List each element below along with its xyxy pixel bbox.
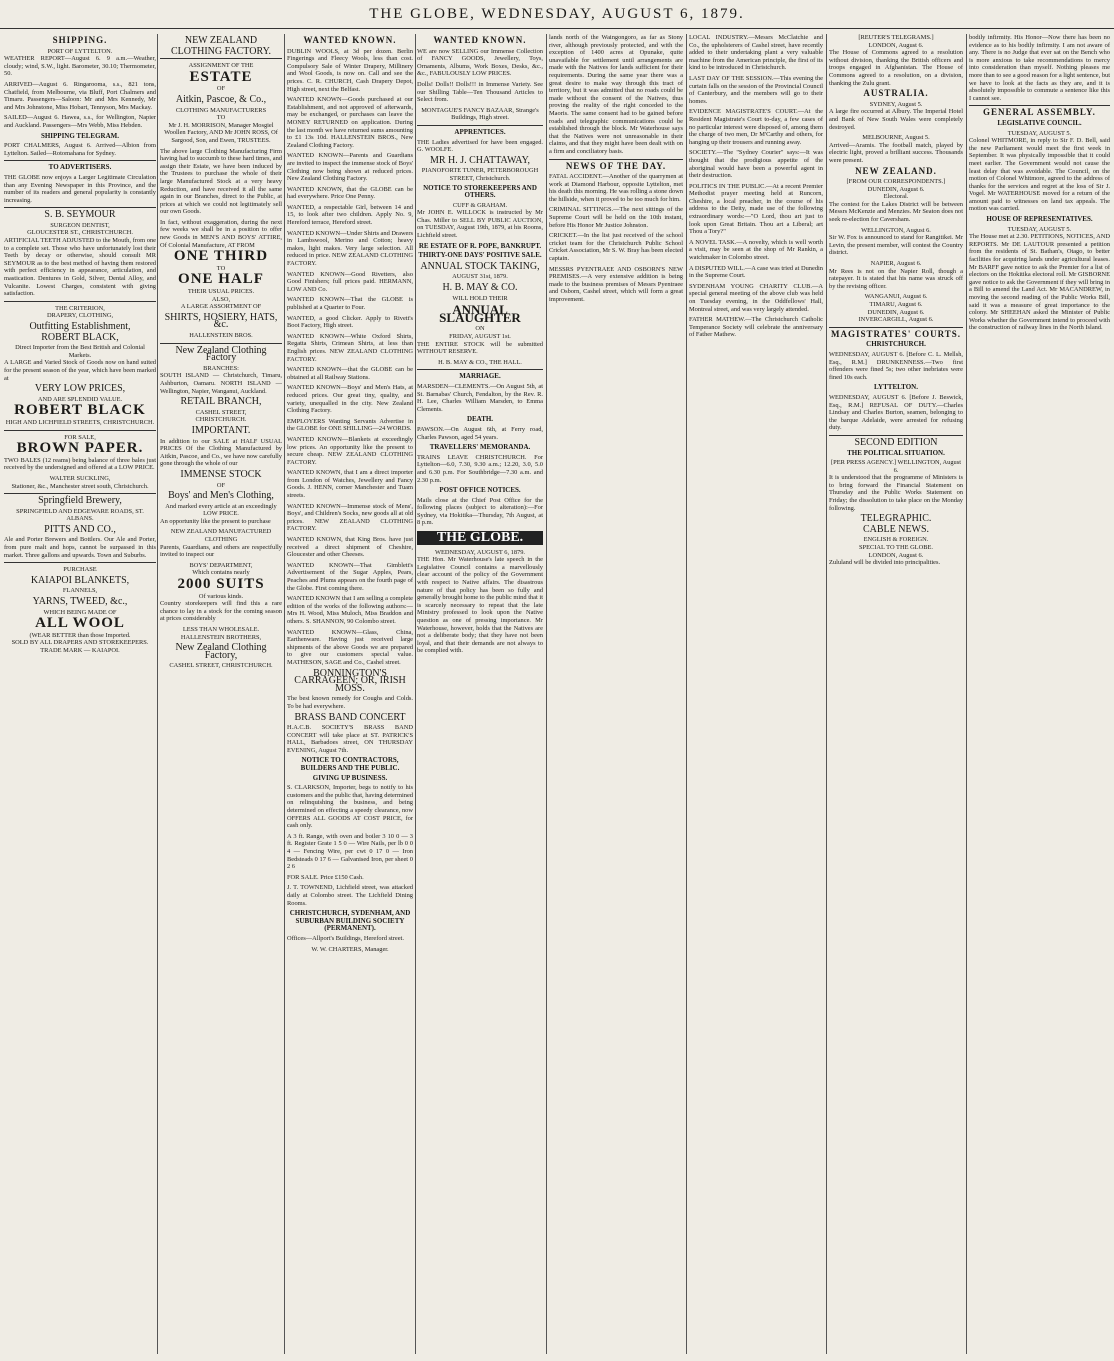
general-assembly-heading: GENERAL ASSEMBLY. (983, 107, 1096, 118)
hall-sig: H. B. MAY & CO., THE HALL. (438, 358, 522, 366)
wanted-ad: WANTED KNOWN—That Gimblett's Advertisement of the Sugar Apples, Pears, Peaches and Plums appears on the fourth page of the Globe. First coming there. (287, 561, 413, 592)
large-assortment: A LARGE ASSORTMENT OF (180, 303, 262, 311)
robert-black: ROBERT BLACK (14, 402, 146, 419)
wanted-ad: WANTED KNOWN—Blankets at exceedingly low prices. An opportunity like the present to secure cheap. NEW ZEALAND CLOTHING FACTORY. (287, 435, 413, 466)
advertisers-heading: TO ADVERTISERS. (48, 163, 112, 172)
branches-heading: BRANCHES: (203, 364, 239, 372)
wanted-ad: WANTED KNOWN—White Oxford Shirts, Regatta Shirts, Crimean Shirts, at less than English prices. NEW ZEALAND CLOTHING FACTORY. (287, 332, 413, 363)
criterion-sub: DRAPERY, CLOTHING, (46, 312, 114, 320)
news-item: A DISPUTED WILL.—A case was tried at Dunedin in the Supreme Court. (689, 264, 823, 280)
seymour-name: S. B. SEYMOUR (44, 209, 116, 221)
post-office-body: Mails close at the Chief Post Office for the following places (subject to alteration):—For Sydney, via Hokitika—Thursday, 7th August, at 8 p.m. (417, 496, 543, 527)
being-made: WHICH BEING MADE OF (43, 608, 117, 616)
cashel-street-2: CASHEL STREET, CHRISTCHURCH. (169, 662, 273, 670)
invercargill-dateline: INVERCARGILL, August 6. (858, 316, 934, 324)
the-globe-banner: THE GLOBE. (417, 531, 543, 545)
seymour-body: ARTIFICIAL TEETH ADJUSTED to the Mouth, from one to a complete set. Those who have unfortunately lost their Teeth by decay or otherwise, should consult MR SEYMOUR as to the best method of having them restored with perfect efficiency in appearance, articulation, and mastication. Dentures in Gold, Silver, Dental Alloy, and Vulcanite. Lowest Charges, consistent with giving satisfaction. (4, 237, 156, 298)
dunedin-body: The contest for the Lakes District will be between Messrs McKenzie and Menzies. Mr Seaton does not seek re-election for Caversham. (829, 200, 963, 224)
travellers-heading: TRAVELLERS' MEMORANDA. (429, 443, 531, 452)
piano-tuner: PIANOFORTE TUNER, PETERBOROUGH STREET, Christchurch. (421, 167, 539, 182)
wanganui-dateline: WANGANUI, August 6. (864, 293, 928, 301)
pope-estate: RE ESTATE OF R. POPE, BANKRUPT. (418, 241, 542, 250)
chattaway-name: MR H. J. CHATTAWAY, (429, 154, 531, 166)
magistrates-heading: MAGISTRATES' COURTS. (830, 328, 962, 339)
offices: Offices—Allport's Buildings, Hereford street. (287, 934, 404, 942)
english-foreign: ENGLISH & FOREIGN. (863, 536, 929, 544)
melbourne-body: Arrived—Aramis. The football match, played by electric light, proved a brilliant success. Thousands were present. (829, 141, 963, 164)
to-word-2: TO (216, 264, 226, 272)
will-hold: WILL HOLD THEIR (452, 294, 508, 302)
leader-continued: lands north of the Waingongoro, as far as Stony river, although previously protected, and with the exception of 1400 acres at Opunake, quite unavailable for settlement until arrangements are made with the Natives for lands sufficient for their requirements. During the same year there was a great desire to make way through this tract of territory, but it was admitted that no roads could be made without the consent of the Natives, thus proving the reality of the right conceded to the Maoris. The same consent had to be gained before roads and telegraphic communications could be established through the block. Mr Waterhouse says that the Natives were not unreasonable in their claims, and that they might have been dealt with on a firm and conciliatory basis. (549, 34, 683, 155)
christchurch: CHRISTCHURCH. (195, 416, 247, 424)
column-rule (157, 34, 158, 1354)
for-sale-cash: FOR SALE. Price £150 Cash. (287, 873, 364, 881)
marriage-heading: MARRIAGE. (459, 372, 501, 381)
on-word: ON (475, 325, 485, 333)
brown-paper-body: TWO BALES (12 reams) being balance of three bales just received by the undersigned and offered at a LOW PRICE. (4, 456, 156, 472)
timaru-dateline: TIMARU, August 6. (869, 301, 923, 308)
australia-heading: AUSTRALIA. (863, 88, 929, 99)
london-dateline-2: LONDON, August 6. (868, 551, 924, 559)
hb-may: H. B. MAY & CO. (442, 282, 518, 294)
bonnington-body: The best known remedy for Coughs and Colds. To be had everywhere. (287, 695, 413, 710)
cuff-graham: CUFF & GRAHAM. (452, 201, 508, 209)
bonnington-heading: BONNINGTON'S CARRAGEEN; OR, IRISH MOSS. (294, 667, 406, 694)
seymour-address: GLOUCESTER ST., CHRISTCHURCH. (27, 229, 133, 237)
news-item: LAST DAY OF THE SESSION.—This evening the curtain falls on the session of the Provincial Council of Canterbury, and the members will go to their homes. (689, 74, 823, 105)
townend-body: J. T. TOWNEND, Lichfield street, was attacked daily at Colombo street. The Lichfield Dining Rooms. (287, 884, 413, 907)
splendid-value: AND ARE SPLENDID VALUE. (37, 395, 123, 403)
dunedin-dateline-2: DUNEDIN, August 6. (867, 308, 925, 316)
assignment: ASSIGNMENT OF THE (188, 62, 254, 70)
clothing-manufacturers: CLOTHING MANUFACTURERS (175, 106, 267, 114)
column-rule (284, 34, 285, 1354)
shipping-telegram-heading: SHIPPING TELEGRAM. (40, 131, 120, 140)
trade-mark: TRADE MARK — KAIAPOI. (40, 647, 120, 654)
wanted-ad: WANTED KNOWN—Under Shirts and Drawers in Lambswool, Merino and Cotton; heavy makes, light makes. Very large selection. All reduced in price. NEW ZEALAND CLOTHING FACTORY. (287, 229, 413, 268)
wanted-ad: WANTED KNOWN that I am selling a complete edition of the works of the following authors:—Mrs H. Wood, Miss Muloch, Miss Braddon and others. S. SHANNON, 90 Colombo street. (287, 595, 413, 625)
reuter-heading: [REUTER'S TELEGRAMS.] (858, 34, 934, 41)
wanted-ad: WANTED KNOWN—Goods purchased at our Establishment, and not approved of afterwards, may be exchanged, or purchases can leave the MONEY RETURNED on application. During the last month we have returned sums amounting to £1 13s 10d. HALLENSTEIN BROS., New Zealand Clothing Factory. (287, 96, 413, 149)
advertisers-body: THE GLOBE now enjoys a Larger Legitimate Circulation than any Evening Newspaper in this Province, and the number of its readers and general popularity is constantly increasing. (4, 173, 156, 204)
london-body: The House of Commons agreed to a resolution without division, thanking the British officers and troops engaged in Afghanistan. The House of Commons agreed to a resolution, on a division, thanking the Zulu grant. (829, 49, 963, 87)
trains-body: TRAINS LEAVE CHRISTCHURCH. For Lyttelton—6.0, 7.30, 9.30 a.m.; 12.20, 3.0, 5.0 and 6.30 p.m. For Southbridge—7.30 a.m. and 2.30 p.m. (417, 453, 543, 484)
wanted-ad: WANTED KNOWN—Good Rivetters, also Good Finishers; full prices paid. HERMANN, LOW AND Co. (287, 270, 413, 293)
issue-date: WEDNESDAY, AUGUST 6, 1879. (434, 548, 526, 556)
nz-clothing-factory: New Zealand Clothing Factory (175, 344, 267, 364)
court-body: WEDNESDAY, AUGUST 6. [Before C. L. Mellsh, Esq., R.M.] DRUNKENNESS.—Two first offenders were fined 5s; two other inebriates were fined 10s each. (829, 350, 963, 381)
house-body: The House met at 2.30. PETITIONS, NOTICES, AND REPORTS. Mr DE LAUTOUR presented a petition from the residents of St. Bathan's, Otago, to better facilities for acquiring lands under agricultural leases. Mr BARFF gave notice to ask the Premier for a list of electors on the Hokitika electoral roll. Mr GISBORNE gave notice to ask the Government if they will bring in a Bill to amend the Land Act. Mr MACANDREW, in moving the second reading of the Public Works Bill, said it was a measure of great importance to the colony. Mr SHEEHAN asked the Minister of Public Works whether the Government intend to proceed with the construction of railway lines in the North Island. (969, 233, 1110, 332)
charters-sig: W. W. CHARTERS, Manager. (311, 945, 389, 953)
branch-list: SOUTH ISLAND — Christchurch, Timaru, Ashburton, Oamaru. NORTH ISLAND — Wellington, Napier, Wanganui, Auckland. (160, 372, 282, 395)
lyttelton-court: LYTTELTON. (874, 383, 918, 392)
notice-storekeepers: NOTICE TO STOREKEEPERS AND OTHERS. (423, 183, 537, 200)
weather-report: WEATHER REPORT—August 6. 9 a.m.—Weather, cloudy; wind, S.W., light. Barometer, 30.10; Thermometer, 50. (4, 55, 156, 78)
wanted-ad: WANTED KNOWN—That the GLOBE is published at a Quarter to Four. (287, 296, 413, 311)
wear-better: (WEAR BETTER than those Imported. (29, 631, 131, 639)
house-heading: HOUSE OF REPRESENTATIVES. (986, 215, 1093, 224)
notice-contractors: NOTICE TO CONTRACTORS, BUILDERS AND THE PUBLIC. (300, 756, 400, 773)
to-word: TO (216, 114, 226, 122)
one-third: ONE THIRD (173, 248, 269, 265)
news-list-2 (689, 34, 823, 339)
sailed-notice: SAILED—August 6. Hawea, s.s., for Wellington, Napier and Auckland. Passengers—Mrs Webb, Miss Hebden. (4, 114, 156, 129)
apprentices-heading: APPRENTICES. (454, 127, 506, 136)
important-body: In addition to our SALE at HALF USUAL PRICES Of the Clothing Manufactured by Aitkin, Pascoe, and Co., we have now carefully gone through the whole of our (160, 437, 282, 468)
cashel-street: CASHEL STREET, (195, 408, 247, 416)
column-8 (969, 34, 1110, 1354)
wanted-known-heading: WANTED KNOWN. (303, 35, 397, 45)
melbourne-dateline: MELBOURNE, August 5. (862, 134, 930, 142)
flannels: FLANNELS, (62, 587, 98, 595)
hallenstein-brothers: HALLENSTEIN BROTHERS, (180, 633, 262, 641)
black-body: A LARGE and Varied Stock of Goods now on hand suited for the present season of the year, which have been marked at (4, 359, 156, 382)
wanted-ad: WANTED KNOWN—that the GLOBE can be obtained at all Railway Stations. (287, 366, 413, 381)
leader-text: THE Hon. Mr Waterhouse's late speech in the Legislative Council contains a marvellously clear account of the policy of the Government with respect to Native affairs. The disastrous nature of that policy has been so fully and generally brought home to the public mind that it is scarcely necessary to repeat that the late Ministry professed to look upon the Native question as one of pressing importance. Mr Waterhouse, however, holds that the Natives are not a deliberate body; that they have not been loyal, and that their demands are not always to be complied with. (417, 556, 543, 655)
black-name: ROBERT BLACK, (41, 331, 119, 343)
marked: And marked every article at an exceedingly (165, 502, 277, 510)
news-item: LOCAL INDUSTRY.—Messrs McClatchie and Co., the upholsterers of Cashel street, have recently added to their undertaking plant a very valuable machine from the American principle, the first of its kind to be introduced in Christchurch. (689, 34, 823, 72)
shipping-heading: SHIPPING. (52, 35, 108, 45)
press-agency: [PER PRESS AGENCY.] WELLINGTON, August 6. (831, 459, 961, 474)
column-rule (826, 34, 827, 1354)
stocktaking: ANNUAL STOCK TAKING, (420, 260, 540, 272)
news-item: SYDENHAM YOUNG CHARITY CLUB.—A special general meeting of the above club was held on Tuesday evening, in the Oddfellows' Hall, Montreal street, and was very largely attended. (689, 282, 823, 313)
masthead: THE GLOBE, WEDNESDAY, AUGUST 6, 1879. (0, 6, 1114, 29)
shipping-telegram: PORT CHALMERS, August 6. Arrived—Albion from Lyttelton. Sailed—Rotomahana for Sydney. (4, 142, 156, 157)
news-item: SOCIETY.—The "Sydney Courier" says:—It was thought that the prodigious appetite of the aboriginal would have been a powerful agent in their destruction. (689, 149, 823, 180)
outfitting-heading: Outfitting Establishment, (29, 321, 131, 332)
brown-paper: BROWN PAPER. (16, 440, 144, 457)
news-item: FATHER MATHEW.—The Christchurch Catholic Temperance Society will celebrate the anniversary of Father Mathew. (689, 316, 823, 339)
apprentices-body: THE Ladies advertised for have been engaged. G. WOOLFE. (417, 138, 543, 154)
country-storekeepers: Country storekeepers will find this a rare chance to lay in a stock for the coming season at prices considerably (160, 600, 282, 623)
one-half: ONE HALF (178, 271, 264, 288)
price-list: A 3 ft. Range, with oven and boiler 3 10 0 — 3 ft. Register Grate 1 5 0 — Wire Nails, per lb 0 0 4 — Fencing Wire, per cwt 0 17 0 — Iron Bedsteads 0 17 6 — Galvanised Iron, per sheet 0 2 6 (287, 832, 413, 871)
nz-clothing-factory-2: New Zealand Clothing Factory, (175, 642, 267, 661)
wanted-ad: WANTED KNOWN—Glass, China, Earthenware. Having just received large shipments of the above Goods we are prepared to give our customers special value. MATHESON, SAGE and Co., Cashel street. (287, 628, 413, 666)
wellington-body: Sir W. Fox is announced to stand for Rangitikei. Mr Levin, the present member, will contest the Country district. (829, 234, 963, 257)
all-wool: ALL WOOL (35, 615, 125, 632)
yarns-tweed: YARNS, TWEED, &c., (32, 596, 128, 608)
court-continued: bodily infirmity. His Honor—Now there has been no evidence as to his bodily infirmity. I am not aware of any. There is no Judge that ever sat on the Bench who is more anxious to take recommendations to mercy into consideration than myself. Nothing pleases me more than to see a good reason for a light sentence, but we have to look at the facts as they are, and it is absolutely impossible to commute a sentence like this I cannot see. (969, 34, 1110, 102)
column-6 (689, 34, 823, 1354)
thirty-one-days: THIRTY-ONE DAYS' POSITIVE SALE. (418, 251, 542, 260)
column-7 (829, 34, 963, 1354)
factory-offer: In fact, without exaggeration, during the next few weeks we shall be in a position to offer new Goods in MEN'S AND BOYS' ATTIRE, Of Colonial Manufacture, AT FROM (160, 218, 282, 249)
nz-manufactured: NEW ZEALAND MANUFACTURED CLOTHING (170, 528, 272, 544)
criterion-heading: THE CRITERION, (55, 304, 105, 312)
column-1 (4, 34, 156, 1354)
montague-sig: MONTAGUE'S FANCY BAZAAR, Strange's Buildings, High street. (421, 106, 539, 122)
building-society-heading: CHRISTCHURCH, SYDENHAM, AND SUBURBAN BUILDING SOCIETY (PERMANENT). (289, 909, 411, 933)
new-zealand-heading: NEW ZEALAND. (855, 165, 937, 176)
wanted-known-heading-2: WANTED KNOWN. (433, 35, 527, 45)
legislative-body: Colonel WHITMORE, in reply to Sir F. D. Bell, said the new Parliament would meet the first week in September. It was physically impossible that it could meet earlier. The Government would not cause the least delay that was avoidable. The Council, on the motion of Colonel Whitmore, agreed to the address of thanks for the services and regret at the loss of Sir J. Vogel. Mr WATERHOUSE moved for a return of the amount paid to witnesses on land tax appeals. The motion was carried. (969, 137, 1110, 213)
opportunity: An opportunity like the present to purchase (160, 517, 271, 525)
black-address: HIGH AND LICHFIELD STREETS, CHRISTCHURCH. (5, 418, 155, 426)
clarkson-body: S. CLARKSON, Importer, begs to notify to his customers and the public that, having determined on relinquishing the business, and being determined on effecting a speedy clearance, now OFFERS ALL GOODS AT COST PRICE, for cash only. (287, 784, 413, 830)
contains: Which contains nearly (192, 569, 250, 577)
parents: Parents, Guardians, and others are respectfully invited to inspect our (160, 543, 282, 559)
fancy-goods-ad: WE are now SELLING our Immense Collection of FANCY GOODS, Jewellery, Toys, Ornaments, Albums, Work Boxes, Desks, &c., &c., FABULOUSLY LOW PRICES. (417, 47, 543, 78)
news-item: EVIDENCE MAGISTRATE'S COURT.—At the Resident Magistrate's Court to-day, a few cases of no particular interest were disposed of, among them the charge of two men, Dr M'Carthy and others, for hanging up their trousers and running away. (689, 108, 823, 146)
telegraphic: TELEGRAPHIC. (860, 513, 932, 525)
column-rule (546, 34, 547, 1354)
brass-band-body: H.A.C.B. SOCIETY'S BRASS BAND CONCERT will take place at ST. PATRICK'S HALL, Barbadoes street, ON THURSDAY EVENING, August 7th. (287, 724, 413, 754)
news-item: CRICKET.—In the list just received of the school cricket team for the Christchurch Public School Cricket Association, Mr S. W. Bray has been elected captain. (549, 232, 683, 263)
wanted-ad: WANTED, a good Clicker. Apply to Rivett's Boot Factory, High street. (287, 314, 413, 330)
for-sale: FOR SALE, (64, 433, 96, 441)
pitts-body: Ale and Porter Brewers and Bottlers. Our Ale and Porter, from pure malt and hops, cannot be surpassed in this market. Three gallons and upwards. Town and Suburbs. (4, 536, 156, 559)
column-4 (417, 34, 543, 1354)
house-date: TUESDAY, AUGUST 5. (1007, 225, 1072, 233)
cable-news: CABLE NEWS. (862, 523, 930, 535)
electoral: Electoral. (883, 193, 909, 201)
also: ALSO, (211, 295, 231, 303)
boys-mens-clothing: Boys' and Men's Clothing, (168, 490, 274, 502)
shirts-hosiery: SHIRTS, HOSIERY, HATS, &c. (164, 311, 278, 331)
2000-suits: 2000 SUITS (177, 576, 265, 593)
column-2 (160, 34, 282, 1354)
column-3 (287, 34, 413, 1354)
napier-body: Mr Rees is not on the Napier Roll, though a ratepayer. It is stated that his name was struck off by the revising officer. (829, 267, 963, 290)
factory-body: The above large Clothing Manufacturing Firm having had to succumb to these hard times, and assign their Estate, we have been induced by the Trustees to purchase the whole of their large Manufactured Stock at a very heavy Reduction, and have received it all the same again in our Branches, direct to the Public, at prices at which we could not legitimately sell our own Goods. (160, 147, 282, 216)
wanted-ad: WANTED KNOWN, that I am a direct importer from London of Watches, Jewellery and Fancy Goods. J. HENN, corner Manchester and Tuam streets. (287, 469, 413, 500)
legislative-council-heading: LEGISLATIVE COUNCIL. (997, 118, 1082, 127)
clothing-factory-heading: CLOTHING FACTORY. (170, 45, 271, 57)
giving-up-business: GIVING UP BUSINESS. (312, 773, 388, 782)
special-to-globe: SPECIAL TO THE GLOBE. (859, 544, 933, 552)
wanted-ad: EMPLOYERS Wanting Servants Advertise in the GLOBE for ONE SHILLING—24 WORDS. (287, 417, 413, 433)
press-body: It is understood that the programme of Ministers is to bring forward the Financial Statement on Thursday and the Public Works Statement on Friday; the dissolution to take place on the Monday following. (829, 474, 963, 512)
estate-word: ESTATE (189, 68, 253, 85)
less-than-wholesale: LESS THAN WHOLESALE. (182, 626, 260, 633)
immense-stock: IMMENSE STOCK (180, 468, 262, 480)
auction-body: Mr JOHN E. WILLOCK is instructed by Mr Chas. Miller to SELL BY PUBLIC AUCTION, on TUESDAY, August 19th, 1879, at his Rooms, Lichfield street. (417, 209, 543, 240)
arrived-notice: ARRIVED—August 6. Ringarooma, s.s., 821 tons, Chatfield, from Melbourne, via Bluff, Port Chalmers and Timaru. Passengers—Saloon: Mr and Mrs Kennedy, Mr and Mrs Johnstone, Miss Hobart, Tennyson, Mrs Mackay. (4, 80, 156, 111)
post-office-heading: POST OFFICE NOTICES. (439, 486, 521, 495)
death-body: PAWSON.—On August 6th, at Ferry road, Charles Pawson, aged 54 years. (417, 425, 543, 441)
brewery-address: SPRINGFIELD AND EDGEWARE ROADS, ST. ALBANS. (16, 507, 144, 523)
news-item: MESSRS PYENTRAEE AND OSBORN'S NEW PREMISES.—A very extensive addition is being made to the business premises of Messrs Pyentraee and Osborn, Cashel street, which will form a great improvement. (549, 265, 683, 303)
wellington-dateline: WELLINGTON, August 6. (861, 226, 931, 234)
entire-stock: THE ENTIRE STOCK will be submitted WITHOUT RESERVE. (417, 340, 543, 356)
correspondents: [FROM OUR CORRESPONDENTS.] (846, 178, 946, 186)
lyttelton-body: WEDNESDAY, AUGUST 6. [Before J. Beswick, Esq., R.M.] REFUSAL OF DUTY.—Charles Lindsay and Charles Burton, seamen, belonging to the barque Adelaide, were arrested for refusing duty. (829, 393, 963, 432)
sold-by: SOLD BY ALL DRAPERS AND STOREKEEPERS. (11, 639, 149, 647)
news-item: POLITICS IN THE PUBLIC.—At a recent Premier Methodist prayer meeting held at Runcorn, Cheshire, a local preacher, in the course of his address to the Deity, made use of the following extraordinary words:—"O Lord, thou art just to look upon Great Britain. Thou art a Liberal; art Thou a Tory?" (689, 182, 823, 236)
suckling-address: Stationer, &c., Manchester street south, Christchurch. (11, 482, 149, 490)
wanted-ad: WANTED KNOWN—Boys' and Men's Hats, at reduced prices. Our great tiny, quality, and variety, unequalled in the city. New Zealand Clothing Factory. (287, 384, 413, 415)
zululand: Zululand will be divided into principalities. (829, 559, 941, 567)
column-rule (415, 34, 416, 1354)
various-kinds: Of various kinds. (198, 592, 244, 600)
trustees: Mr J. H. MORRISON, Manager Mosgiel Woollen Factory, AND Mr JOHN ROSS, Of Sargood, Son, and Ewen, TRUSTEES. (164, 121, 278, 144)
suckling-name: WALTER SUCKLING, (49, 474, 111, 482)
dolls-ad: Dolls! Dolls!! Dolls!!! in Immense Variety. See our Shilling Table—Ten Thousand Articles to Select from. (417, 80, 543, 104)
news-item: FATAL ACCIDENT.—Another of the quarrymen at work at Diamond Harbour, opposite Lyttelton, met his death this morning. He was rolling a stone down the hillside, when it proved to be too much for him. (549, 173, 683, 203)
wanted-ad: WANTED, a respectable Girl, between 14 and 15, to look after two children. Apply No. 9, Hereford terrace, Hereford street. (287, 203, 413, 227)
napier-dateline: NAPIER, August 6. (870, 260, 922, 268)
sydney-dateline: SYDNEY, August 5. (869, 100, 923, 108)
marriage-body: MARSDEN—CLEMENTS.—On August 5th, at St. Barnabas' Church, Fendalton, by the Rev. R. H. Lee, Charles William Marsden, to Emma Clements. (417, 382, 543, 413)
boys-department: BOYS' DEPARTMENT, (189, 561, 253, 569)
low-price: LOW PRICE. (203, 510, 239, 518)
brass-band-heading: BRASS BAND CONCERT (294, 711, 406, 723)
aitkin-pascoe: Aitkin, Pascoe, & Co., (175, 93, 267, 105)
second-edition: SECOND EDITION (854, 436, 938, 448)
news-item: A NOVEL TASK.—A novelty, which is well worth a visit, may be seen at the shop of Mr Rankin, a watchmaker in Colombo street. (689, 238, 823, 262)
hallenstein-sig: HALLENSTEIN BROS. (189, 332, 253, 339)
news-of-the-day-heading: NEWS OF THE DAY. (565, 160, 667, 171)
wanted-ads-list (287, 48, 413, 667)
retail-branch: RETAIL BRANCH, (180, 396, 262, 408)
legislative-date: TUESDAY, AUGUST 5. (1007, 129, 1072, 137)
wanted-ad: WANTED KNOWN—Parents and Guardians are invited to inspect the immense stock of Boys' Clothing now being shown at reduced prices. New Zealand Clothing Factory. (287, 152, 413, 183)
usual-prices: THEIR USUAL PRICES. (187, 288, 255, 296)
wanted-ad: WANTED KNOWN, that the GLOBE can be had everywhere. Price One Penny. (287, 185, 413, 201)
dunedin-dateline: DUNEDIN, August 6. (867, 185, 925, 193)
pitts-name: PITTS AND CO., (44, 523, 116, 535)
wanted-ad: DUBLIN WOOLS, at 3d per dozen. Berlin Fingerings and Fleecy Wools, less than cost. Compulsory Sale of Winter Drapery, Millinery and Wool Goods, is now on. Call and see the prices. C. R. CHURCH, Cash Drapery Depot, High street, next the Belfast. (287, 47, 413, 93)
nz-heading: NEW ZEALAND (184, 35, 258, 46)
port-heading: PORT OF LYTTELTON. (47, 47, 113, 55)
friday-date: FRIDAY, AUGUST 1st. (449, 333, 511, 340)
column-rule (686, 34, 687, 1354)
wanted-ad: WANTED KNOWN—Immense stock of Mens', Boys', and Children's Socks, new goods all at old prices. NEW ZEALAND CLOTHING FACTORY. (287, 502, 413, 533)
of-word: OF (216, 85, 226, 93)
column-5 (549, 34, 683, 1354)
august-31: AUGUST 31st, 1879. (452, 273, 508, 281)
london-dateline: LONDON, August 6. (868, 41, 924, 49)
of-word-3: OF (216, 481, 226, 489)
purchase: PURCHASE (63, 566, 97, 574)
news-list (549, 173, 683, 304)
seymour-title: SURGEON DENTIST, (50, 221, 110, 229)
christchurch-court: CHRISTCHURCH. (866, 340, 926, 349)
important: IMPORTANT. (191, 424, 251, 436)
death-heading: DEATH. (466, 415, 494, 424)
kaiapoi-blankets: KAIAPOI BLANKETS, (30, 574, 130, 586)
political-situation: THE POLITICAL SITUATION. (847, 448, 945, 457)
wanted-ad: WANTED KNOWN, that King Bros. have just received a direct shipment of Cheshire, Gloucester and other Cheeses. (287, 536, 413, 559)
black-desc: Direct Importer from the Best British and Colonial Markets. (15, 344, 145, 359)
very-low-prices: VERY LOW PRICES, (34, 383, 126, 395)
sydney-body: A large fire occurred at Albury. The Imperial Hotel and Bank of New South Wales were completely destroyed. (829, 108, 963, 131)
springfield-brewery: Springfield Brewery, (38, 495, 122, 507)
annual-slaughter: ANNUAL SLAUGHTER (439, 302, 521, 325)
news-item: CRIMINAL SITTINGS.—The next sittings of the Supreme Court will be held on the 10th instant, before His Honor Mr Justice Johnston. (549, 206, 683, 229)
column-rule (966, 34, 967, 1354)
